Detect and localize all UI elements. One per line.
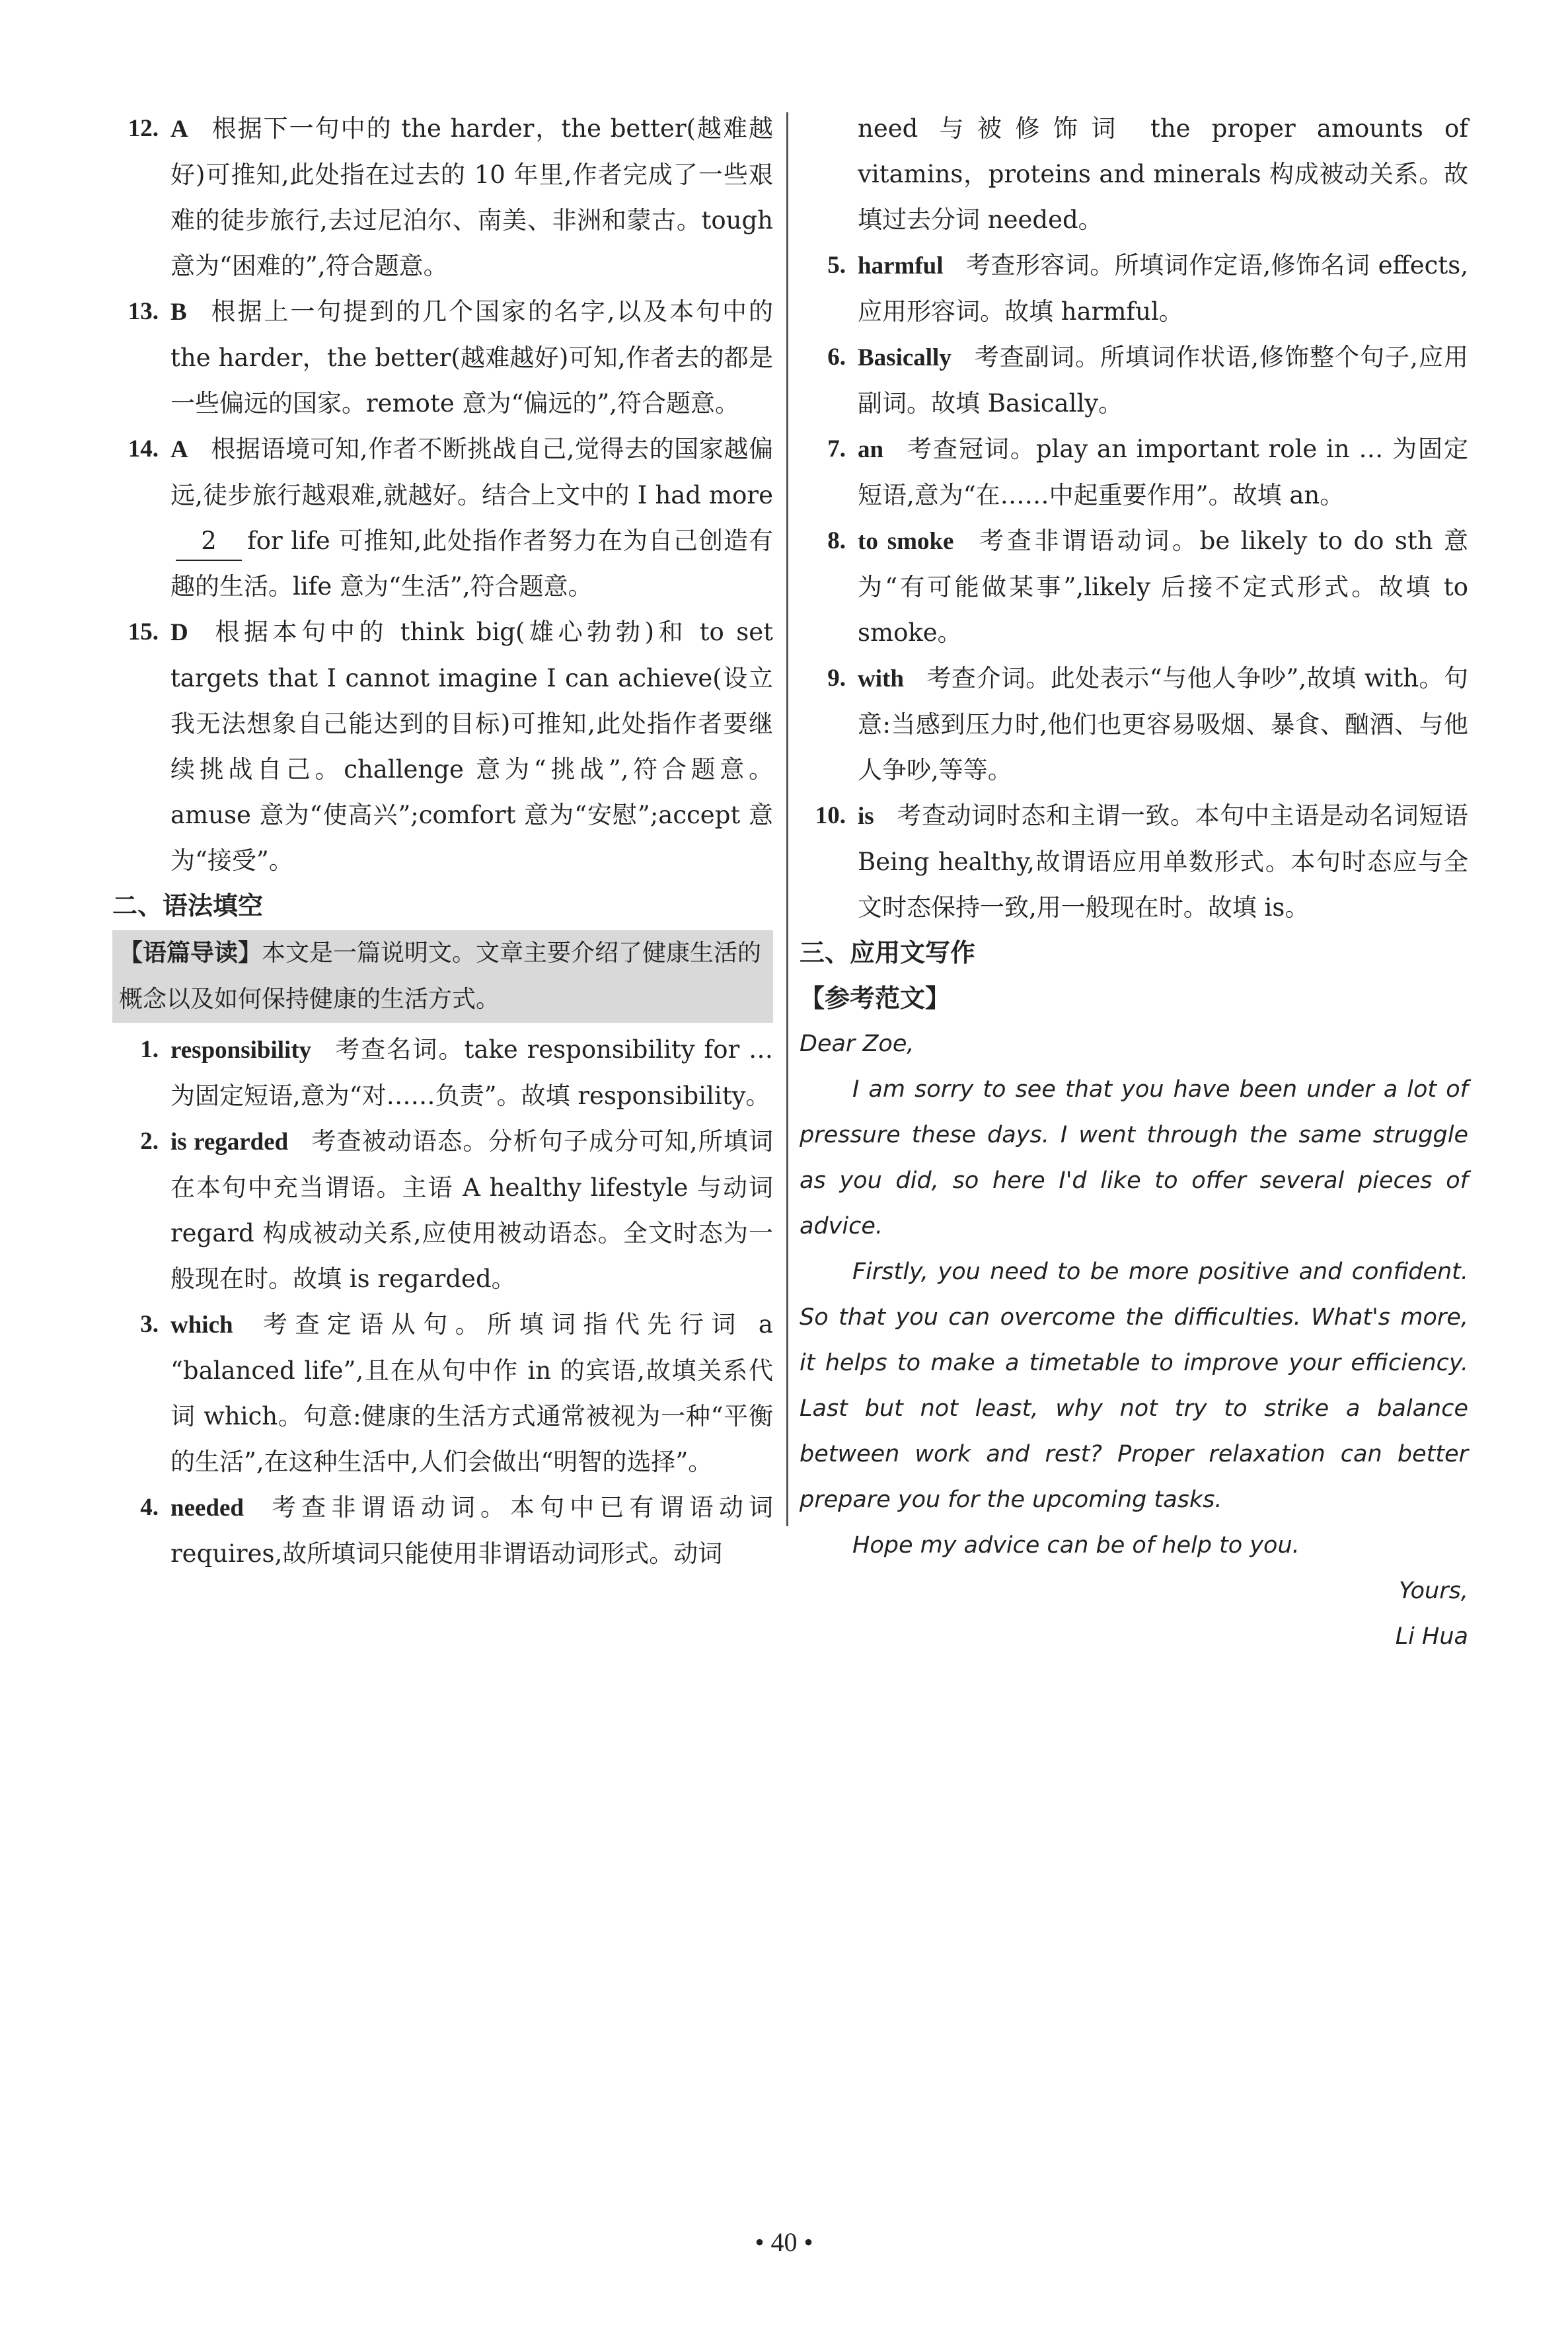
section-heading-grammar: 二、语法填空 xyxy=(112,891,264,920)
item-explanation: 考查非谓语动词。本句中已有谓语动词 requires,故所填词只能使用非谓语动词形式。动词 xyxy=(170,1493,773,1568)
item-number: 1. xyxy=(140,1036,159,1063)
sample-essay xyxy=(800,1021,1468,1660)
item-answer: A xyxy=(170,116,188,143)
page-number: • 40 • xyxy=(755,2227,813,2257)
grammar-item-8 xyxy=(800,518,1468,655)
grammar-item-10 xyxy=(800,793,1468,930)
answer-item-14 xyxy=(112,426,773,609)
grammar-item-4-continued: need 与被修饰词 the proper amounts of vitamins，proteins and minerals 构成被动关系。故填过去分词 needed。 xyxy=(858,114,1468,234)
essay-salutation: Dear Zoe, xyxy=(800,1031,915,1057)
item-answer: is xyxy=(858,803,874,830)
item-number: 9. xyxy=(827,665,846,692)
essay-paragraph-1: I am sorry to see that you have been under a lot of pressure these days. I went through the same struggle as you did, so here I'd like to offer several pieces of advice. xyxy=(800,1076,1468,1239)
grammar-item-1 xyxy=(112,1027,773,1119)
reading-answer-list xyxy=(112,106,773,883)
item-number: 8. xyxy=(827,527,846,554)
grammar-item-7 xyxy=(800,426,1468,518)
item-answer: with xyxy=(858,665,904,692)
answer-item-12 xyxy=(112,106,773,289)
answer-item-13 xyxy=(112,289,773,426)
item-answer: D xyxy=(170,619,188,646)
item-explanation: 根据上一句提到的几个国家的名字,以及本句中的 the harder，the better(越难越好)可知,作者去的都是一些偏远的国家。remote 意为“偏远的”,符合题意。 xyxy=(170,297,773,418)
item-number: 15. xyxy=(128,618,159,646)
essay-signature: Li Hua xyxy=(1395,1623,1468,1650)
item-number: 4. xyxy=(140,1494,159,1521)
passage-guide-tag: 【语篇导读】 xyxy=(119,940,262,967)
item-explanation-after-blank: for life 可推知,此处指作者努力在为自己创造有趣的生活。life 意为“生活”,符合题意。 xyxy=(170,527,773,601)
item-answer: A xyxy=(170,436,188,463)
item-explanation-before-blank: 根据语境可知,作者不断挑战自己,觉得去的国家越偏远,徒步旅行越艰难,就越好。结合上文中的 I had more xyxy=(170,435,773,509)
item-explanation: 考查非谓语动词。be likely to do sth 意为“有可能做某事”,likely 后接不定式形式。故填 to smoke。 xyxy=(858,527,1468,647)
item-explanation: 考查介词。此处表示“与他人争吵”,故填 with。句意:当感到压力时,他们也更容易吸烟、暴食、酗酒、与他人争吵,等等。 xyxy=(858,664,1468,784)
section-heading-writing: 三、应用文写作 xyxy=(800,938,976,967)
item-answer: to smoke xyxy=(858,528,954,555)
item-answer: which xyxy=(170,1311,233,1339)
item-answer: responsibility xyxy=(170,1037,312,1064)
item-number: 7. xyxy=(827,435,846,462)
essay-paragraph-2: Firstly, you need to be more positive and confident. So that you can overcome the difficulties. What's more, it helps to make a timetable to improve your efficiency. Last but not least, why not try to strike a balance between work and rest? Proper relaxation can better prepare you for the upcoming tasks. xyxy=(800,1259,1468,1513)
passage-guide-box xyxy=(112,930,773,1023)
item-answer: Basically xyxy=(858,344,952,371)
grammar-item-5 xyxy=(800,242,1468,334)
grammar-answer-list xyxy=(112,1027,773,1576)
right-column xyxy=(800,106,1468,1660)
item-answer: B xyxy=(170,299,187,326)
item-explanation: 考查形容词。所填词作定语,修饰名词 effects,应用形容词。故填 harmful。 xyxy=(858,251,1468,326)
underlined-blank: 2 xyxy=(176,523,242,561)
grammar-item-3 xyxy=(112,1302,773,1485)
grammar-item-4 xyxy=(112,1485,773,1576)
item-explanation: 考查定语从句。所填词指代先行词 a “balanced life”,且在从句中作 in 的宾语,故填关系代词 which。句意:健康的生活方式通常被视为一种“平衡的生活”,在这种生活中,人们会做出“明智的选择”。 xyxy=(170,1310,773,1476)
item-number: 6. xyxy=(827,344,846,371)
column-divider xyxy=(786,112,788,1526)
item-explanation: 考查副词。所填词作状语,修饰整个句子,应用副词。故填 Basically。 xyxy=(858,343,1468,418)
grammar-answer-list-continued xyxy=(800,242,1468,930)
item-explanation: 考查冠词。play an important role in … 为固定短语,意为“在……中起重要作用”。故填 an。 xyxy=(858,435,1468,509)
item-explanation: 考查名词。take responsibility for … 为固定短语,意为“对……负责”。故填 responsibility。 xyxy=(170,1035,773,1110)
essay-paragraph-3: Hope my advice can be of help to you. xyxy=(852,1532,1300,1559)
item-answer: harmful xyxy=(858,252,944,279)
item-answer: an xyxy=(858,436,884,463)
item-number: 12. xyxy=(128,115,159,142)
item-number: 5. xyxy=(827,252,846,279)
answer-item-15 xyxy=(112,609,773,883)
item-explanation: 考查被动语态。分析句子成分可知,所填词在本句中充当谓语。主语 A healthy lifestyle 与动词 regard 构成被动关系,应使用被动语态。全文时态为一般现在时。故填 is regarded。 xyxy=(170,1127,773,1293)
passage-guide-text: 本文是一篇说明文。文章主要介绍了健康生活的概念以及如何保持健康的生活方式。 xyxy=(119,940,762,1013)
essay-closing: Yours, xyxy=(1399,1578,1468,1604)
item-explanation: 考查动词时态和主谓一致。本句中主语是动名词短语 Being healthy,故谓语应用单数形式。本句时态应与全文时态保持一致,用一般现在时。故填 is。 xyxy=(858,801,1468,922)
item-number: 14. xyxy=(128,435,159,462)
left-column xyxy=(112,106,773,1576)
item-number: 2. xyxy=(140,1128,159,1155)
item-answer: needed xyxy=(170,1495,244,1522)
item-number: 13. xyxy=(128,298,159,325)
grammar-item-2 xyxy=(112,1119,773,1302)
item-explanation: 根据下一句中的 the harder，the better(越难越好)可推知,此处指在过去的 10 年里,作者完成了一些艰难的徒步旅行,去过尼泊尔、南美、非洲和蒙古。tough 意为“困难的”,符合题意。 xyxy=(170,114,773,280)
item-number: 3. xyxy=(140,1311,159,1338)
sample-essay-tag: 【参考范文】 xyxy=(800,984,951,1013)
grammar-item-6 xyxy=(800,334,1468,426)
item-explanation: 根据本句中的 think big(雄心勃勃)和 to set targets that I cannot imagine I can achieve(设立我无法想象自己能达到的目标)可推知,此处指作者要继续挑战自己。challenge 意为“挑战”,符合题意。amuse 意为“使高兴”;comfort 意为“安慰”;accept 意为“接受”。 xyxy=(170,618,773,875)
item-number: 10. xyxy=(815,802,846,829)
item-answer: is regarded xyxy=(170,1128,289,1156)
grammar-item-9 xyxy=(800,655,1468,793)
